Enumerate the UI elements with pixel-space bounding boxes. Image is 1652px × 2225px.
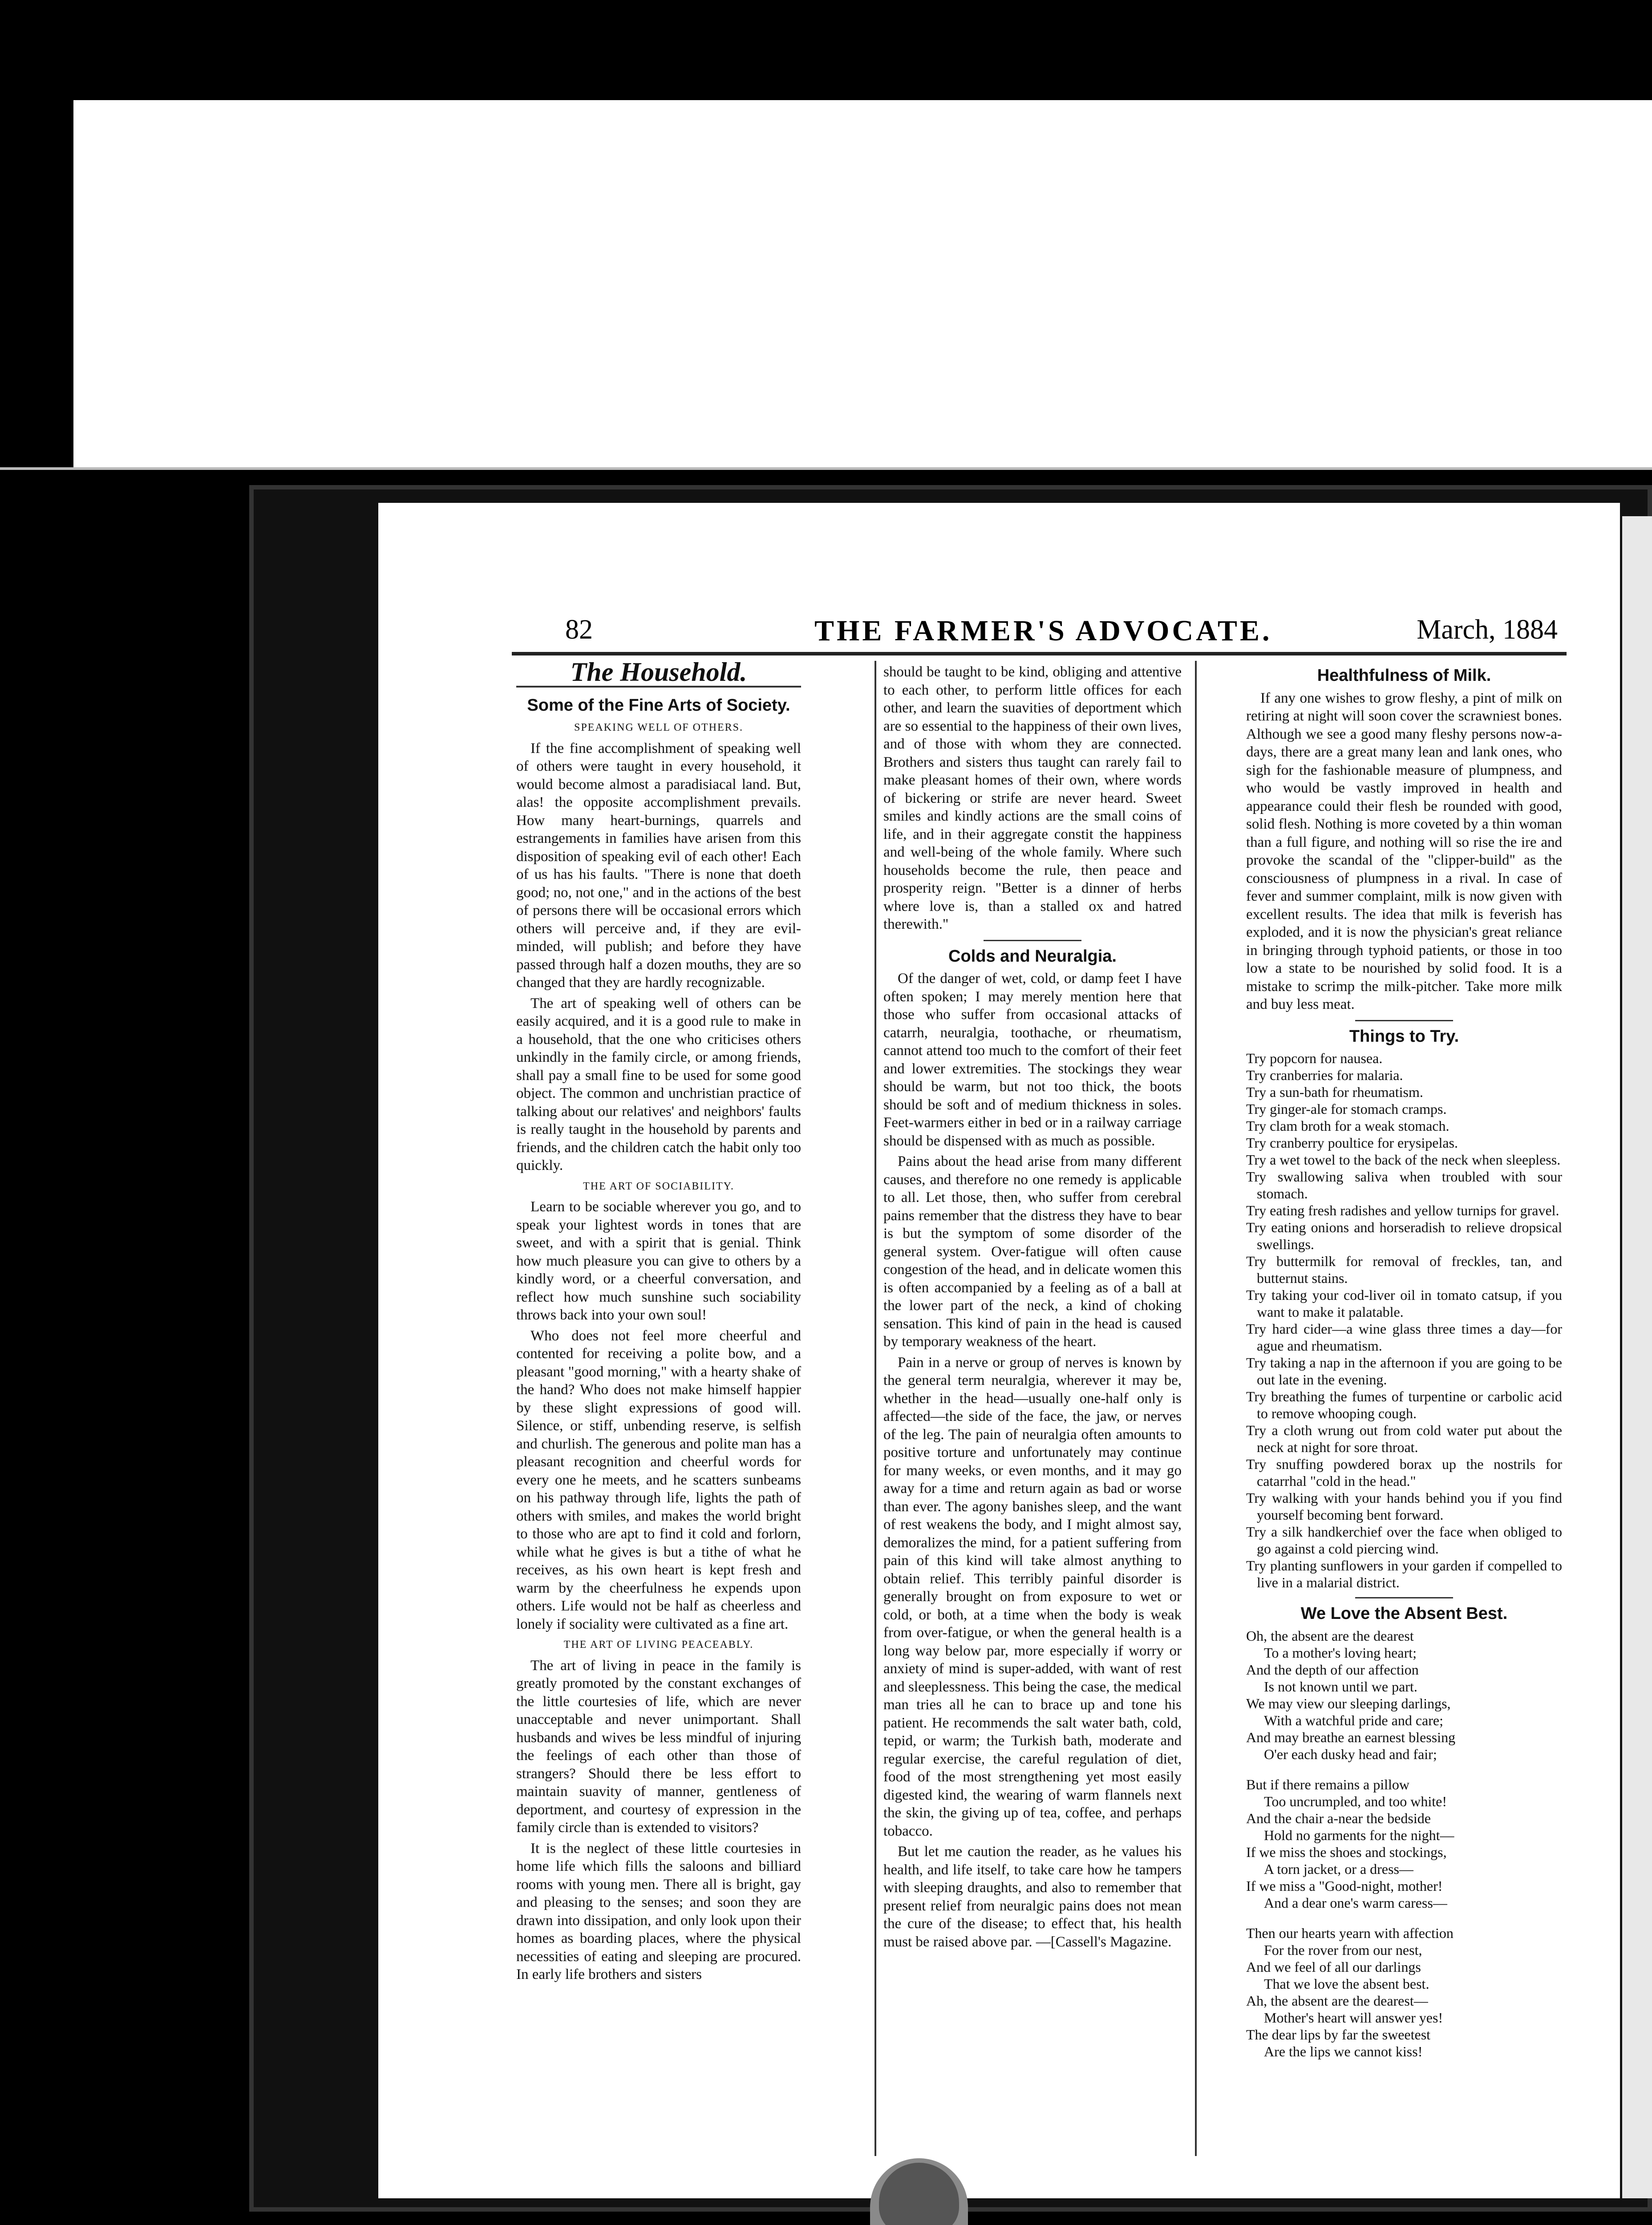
try-item: Try cranberries for malaria. xyxy=(1246,1067,1403,1083)
poem-line: Hold no garments for the night— xyxy=(1264,1827,1454,1843)
issue-date: March, 1884 xyxy=(1417,615,1558,645)
scan-margin xyxy=(73,100,1652,469)
subhead: THE ART OF LIVING PEACEABLY. xyxy=(563,1639,754,1651)
column-rule xyxy=(875,661,876,2156)
poem-line: The dear lips by far the sweetest xyxy=(1246,2026,1431,2043)
poem-line: And we feel of all our darlings xyxy=(1246,1958,1421,1975)
poem-line: Then our hearts yearn with affection xyxy=(1246,1925,1454,1941)
try-item: Try swallowing saliva when troubled with sour stomach. xyxy=(1246,1169,1562,1202)
poem-line: With a watchful pride and care; xyxy=(1264,1712,1443,1728)
subhead: THE ART OF SOCIABILITY. xyxy=(583,1180,734,1192)
try-item: Try buttermilk for removal of freckles, tan, and butternut stains. xyxy=(1246,1253,1562,1286)
paragraph: should be taught to be kind, obliging and attentive to each other, to perform little offices for each other, and learn the suavities of deportment which are so essential to the happiness of their own lives, and of those with whom they are connected. Brothers and sisters thus taught can rarely fail to make pleasant homes of their own, where words of bickering or strife are never heard. Sweet smiles and kindly actions are the small coins of life, and in their aggregate constit the happiness and well-being of the whole family. Where such households become the rule, then peace and prosperity reign. "Better is a dinner of herbs where love is, than a stalled ox and hatred therewith." xyxy=(883,664,1182,932)
try-item: Try a cloth wrung out from cold water put about the neck at night for sore throat. xyxy=(1246,1422,1562,1455)
page-number: 82 xyxy=(565,615,593,645)
column-1 xyxy=(516,657,801,1986)
poem-line: O'er each dusky head and fair; xyxy=(1264,1746,1437,1762)
poem-line: If we miss the shoes and stockings, xyxy=(1246,1844,1447,1860)
try-item: Try walking with your hands behind you if you find yourself becoming bent forward. xyxy=(1246,1490,1562,1523)
divider xyxy=(1355,1597,1453,1598)
poem-line: Is not known until we part. xyxy=(1264,1678,1417,1695)
poem-line: If we miss a "Good-night, mother! xyxy=(1246,1877,1443,1894)
poem-line: Ah, the absent are the dearest— xyxy=(1246,1992,1428,2009)
paragraph: Of the danger of wet, cold, or damp feet I have often spoken; I may merely mention here that those who suffer from occasional attacks of catarrh, neuralgia, toothache, or rheumatism, cannot attend too much to the comfort of their feet and lower extremities. The stockings they wear should be warm, but not too thick, the boots should be soft and of medium thickness in soles. Feet-warmers either in bed or in a railway carriage should be dispensed with as much as possible. xyxy=(883,971,1182,1149)
scan-rule xyxy=(0,467,1652,470)
paragraph: The art of living in peace in the family is greatly promoted by the constant exchanges of the little courtesies of life, which are never unacceptable and never unimportant. Shall husbands and wives be less mindful of injuring the feelings of each other than those of strangers? Should there be less effort to maintain suavity of manner, gentleness of deportment, and courtesy of expression in the family circle than is extended to visitors? xyxy=(516,1657,801,1836)
try-item: Try breathing the fumes of turpentine or carbolic acid to remove whooping cough. xyxy=(1246,1388,1562,1421)
poem-line: Too uncrumpled, and too white! xyxy=(1264,1793,1447,1809)
divider xyxy=(984,940,1081,941)
try-item: Try cranberry poultice for erysipelas. xyxy=(1246,1135,1458,1151)
column-rule xyxy=(1195,661,1197,2156)
poem-line: We may view our sleeping darlings, xyxy=(1246,1695,1451,1711)
poem-line: And the chair a-near the bedside xyxy=(1246,1810,1431,1826)
article-title: Healthfulness of Milk. xyxy=(1317,666,1491,685)
try-item: Try taking a nap in the afternoon if you are going to be out late in the evening. xyxy=(1246,1355,1562,1388)
masthead: THE FARMER'S ADVOCATE. xyxy=(814,615,1272,647)
poem-line: And may breathe an earnest blessing xyxy=(1246,1729,1456,1745)
try-item: Try eating fresh radishes and yellow turnips for gravel. xyxy=(1246,1202,1559,1218)
header-rule xyxy=(512,652,1567,655)
paragraph: If any one wishes to grow fleshy, a pint of milk on retiring at night will soon cover the scrawniest bones. Although we see a good many fleshy persons now-a-days, there are a great many lean and lank ones, who sigh for the fashionable measure of plumpness, and who would be vastly improved in health and appearance could their flesh be rounded with good, solid flesh. Nothing is more coveted by a thin woman than a full figure, and nothing will so rise the ire and provoke the scandal of the "clipper-build" as the consciousness of plumpness in a rival. In case of fever and summer complaint, milk is now given with excellent results. The idea that milk is feverish has exploded, and it is now the physician's great reliance in bringing through typhoid patients, or those in too low a state to be nourished by solid food. It is a mistake to scrimp the milk-pitcher. Take more milk and buy less meat. xyxy=(1246,690,1562,1012)
paragraph: Who does not feel more cheerful and contented for receiving a polite bow, and a pleasant "good morning," with a hearty shake of the hand? Who does not make himself happier by these slight expressions of good will. Silence, or stiff, unbending reserve, is selfish and churlish. The generous and polite man has a pleasant recognition and cheerful words for every one he meets, and he scatters sunbeams on his pathway through life, lights the path of others with smiles, and makes the world bright to those who are apt to find it cold and forlorn, while what he gives is but a tithe of what he receives, as his own heart is kept fresh and warm by the cheerfulness he expends upon others. Life would not be half as cheerless and lonely if sociality were cultivated as a fine art. xyxy=(516,1327,801,1632)
poem-line: A torn jacket, or a dress— xyxy=(1264,1861,1413,1877)
try-item: Try hard cider—a wine glass three times a day—for ague and rheumatism. xyxy=(1246,1321,1562,1354)
paragraph: Pains about the head arise from many different causes, and therefore no one remedy is applicable to all. Let those, then, who suffer from cerebral pains remember that the distress they have to bear is but the symptom of some disorder of the general system. Over-fatigue will often cause congestion of the head, and in delicate women this is often accompanied by a feeling as of a ball at the lower part of the neck, a kind of choking sensation. This kind of pain in the head is caused by temporary weakness of the heart. xyxy=(883,1153,1182,1350)
poem-stanza xyxy=(1246,1776,1562,1911)
divider xyxy=(1355,1020,1453,1021)
poem-line: That we love the absent best. xyxy=(1264,1975,1429,1992)
poem-line: To a mother's loving heart; xyxy=(1264,1644,1417,1661)
article-title: Things to Try. xyxy=(1349,1027,1459,1046)
poem-line: But if there remains a pillow xyxy=(1246,1776,1410,1792)
article-title: Colds and Neuralgia. xyxy=(948,947,1117,966)
poem-line: Oh, the absent are the dearest xyxy=(1246,1627,1414,1644)
next-page-edge xyxy=(1622,516,1652,2198)
try-item: Try clam broth for a weak stomach. xyxy=(1246,1118,1450,1134)
paragraph: Learn to be sociable wherever you go, and to speak your lightest words in tones that are sweet, and with a spirit that is genial. Think how much pleasure you can give to others by a kindly word, or a cheerful conversation, and reflect how much sunshine such sociability throws back into your own soul! xyxy=(516,1199,801,1323)
newspaper-page xyxy=(378,503,1620,2198)
column-2 xyxy=(883,663,1182,1954)
poem-line: For the rover from our nest, xyxy=(1264,1942,1422,1958)
poem-stanza xyxy=(1246,1925,1562,2060)
poem-line: Are the lips we cannot kiss! xyxy=(1264,2043,1423,2059)
try-item: Try snuffing powdered borax up the nostrils for catarrhal "cold in the head." xyxy=(1246,1456,1562,1489)
paragraph: Pain in a nerve or group of nerves is known by the general term neuralgia, wherever it may be, whether in the head—usually one-half only is affected—the side of the face, the jaw, or nerves of the leg. The pain of neuralgia often amounts to positive torture and unfortunately may continue for many weeks, or even months, and it may go away for a time and return again as bad or worse than ever. The agony banishes sleep, and the want of rest weakens the body, and I might almost say, demoralizes the mind, for a patient suffering from pain of this kind will take almost anything to obtain relief. This terribly painful disorder is generally brought on from exposure to wet or cold, or both, at a time when the body is weak from over-fatigue, or when the general health is a long way below par, more especially if worry or anxiety of mind is super-added, with want of rest and sleeplessness. This being the case, the medical man tries all he can to brace up and tone his patient. He recommends the salt water bath, cold, tepid, or warm; the Turkish bath, moderate and regular exercise, the careful regulation of diet, food of the most strengthening yet most easily digested kind, the wearing of warm flannels next the skin, the giving up of tea, coffee, and perhaps tobacco. xyxy=(883,1354,1182,1839)
poem-title: We Love the Absent Best. xyxy=(1300,1604,1508,1623)
poem-line: Mother's heart will answer yes! xyxy=(1264,2009,1443,2026)
try-item: Try a sun-bath for rheumatism. xyxy=(1246,1084,1423,1100)
subhead: SPEAKING WELL OF OTHERS. xyxy=(574,722,743,733)
paragraph: The art of speaking well of others can be easily acquired, and it is a good rule to make in a household, that the one who criticises others unkindly in the family circle, or among friends, shall pay a small fine to be used for some good object. The common and unchristian practice of talking about our relatives' and neighbors' faults is really taught in the household by parents and friends, and the children catch the habit only too quickly. xyxy=(516,995,801,1173)
page-header xyxy=(565,614,1558,645)
poem-line: And the depth of our affection xyxy=(1246,1661,1419,1678)
try-item: Try ginger-ale for stomach cramps. xyxy=(1246,1101,1447,1117)
paragraph: It is the neglect of these little courtesies in home life which fills the saloons and billiard rooms with young men. There all is bright, gay and pleasing to the senses; and soon they are drawn into dissipation, and only look upon their homes as boarding places, where the physical necessities of eating and sleeping are procured. In early life brothers and sisters xyxy=(516,1840,801,1982)
try-item: Try a wet towel to the back of the neck when sleepless. xyxy=(1246,1152,1561,1168)
try-item: Try eating onions and horseradish to relieve dropsical swellings. xyxy=(1246,1219,1562,1252)
poem-line: And a dear one's warm caress— xyxy=(1264,1894,1447,1911)
try-list xyxy=(1246,1050,1562,1591)
try-item: Try popcorn for nausea. xyxy=(1246,1050,1383,1066)
paragraph: If the fine accomplishment of speaking well of others were taught in every household, it would become almost a paradisiacal land. But, alas! the opposite accomplishment prevails. How many heart-burnings, quarrels and estrangements in families have arisen from this disposition of speaking evil of each other! Each of us has his faults. "There is none that doeth good; no, not one," and in the actions of the best of persons there will be occasional errors which others will perceive and, if they are evil-minded, will publish; and before they have passed through half a dozen mouths, they are so changed that they are hardly recognizable. xyxy=(516,740,801,991)
try-item: Try planting sunflowers in your garden if compelled to live in a malarial district. xyxy=(1246,1558,1562,1590)
paragraph: But let me caution the reader, as he values his health, and life itself, to take care how he tampers with sleeping draughts, and also to remember that present relief from neuralgic pains does not mean the cure of the disease; to effect that, his health must be raised above par. —[Cassell's Magazine. xyxy=(883,1844,1182,1950)
column-3 xyxy=(1246,663,1562,2073)
poem xyxy=(1246,1627,1562,2060)
try-item: Try a silk handkerchief over the face when obliged to go against a cold piercing wind. xyxy=(1246,1524,1562,1557)
try-item: Try taking your cod-liver oil in tomato catsup, if you want to make it palatable. xyxy=(1246,1287,1562,1320)
article-title: Some of the Fine Arts of Society. xyxy=(527,696,790,715)
section-title: The Household. xyxy=(516,663,801,688)
poem-stanza xyxy=(1246,1627,1562,1763)
